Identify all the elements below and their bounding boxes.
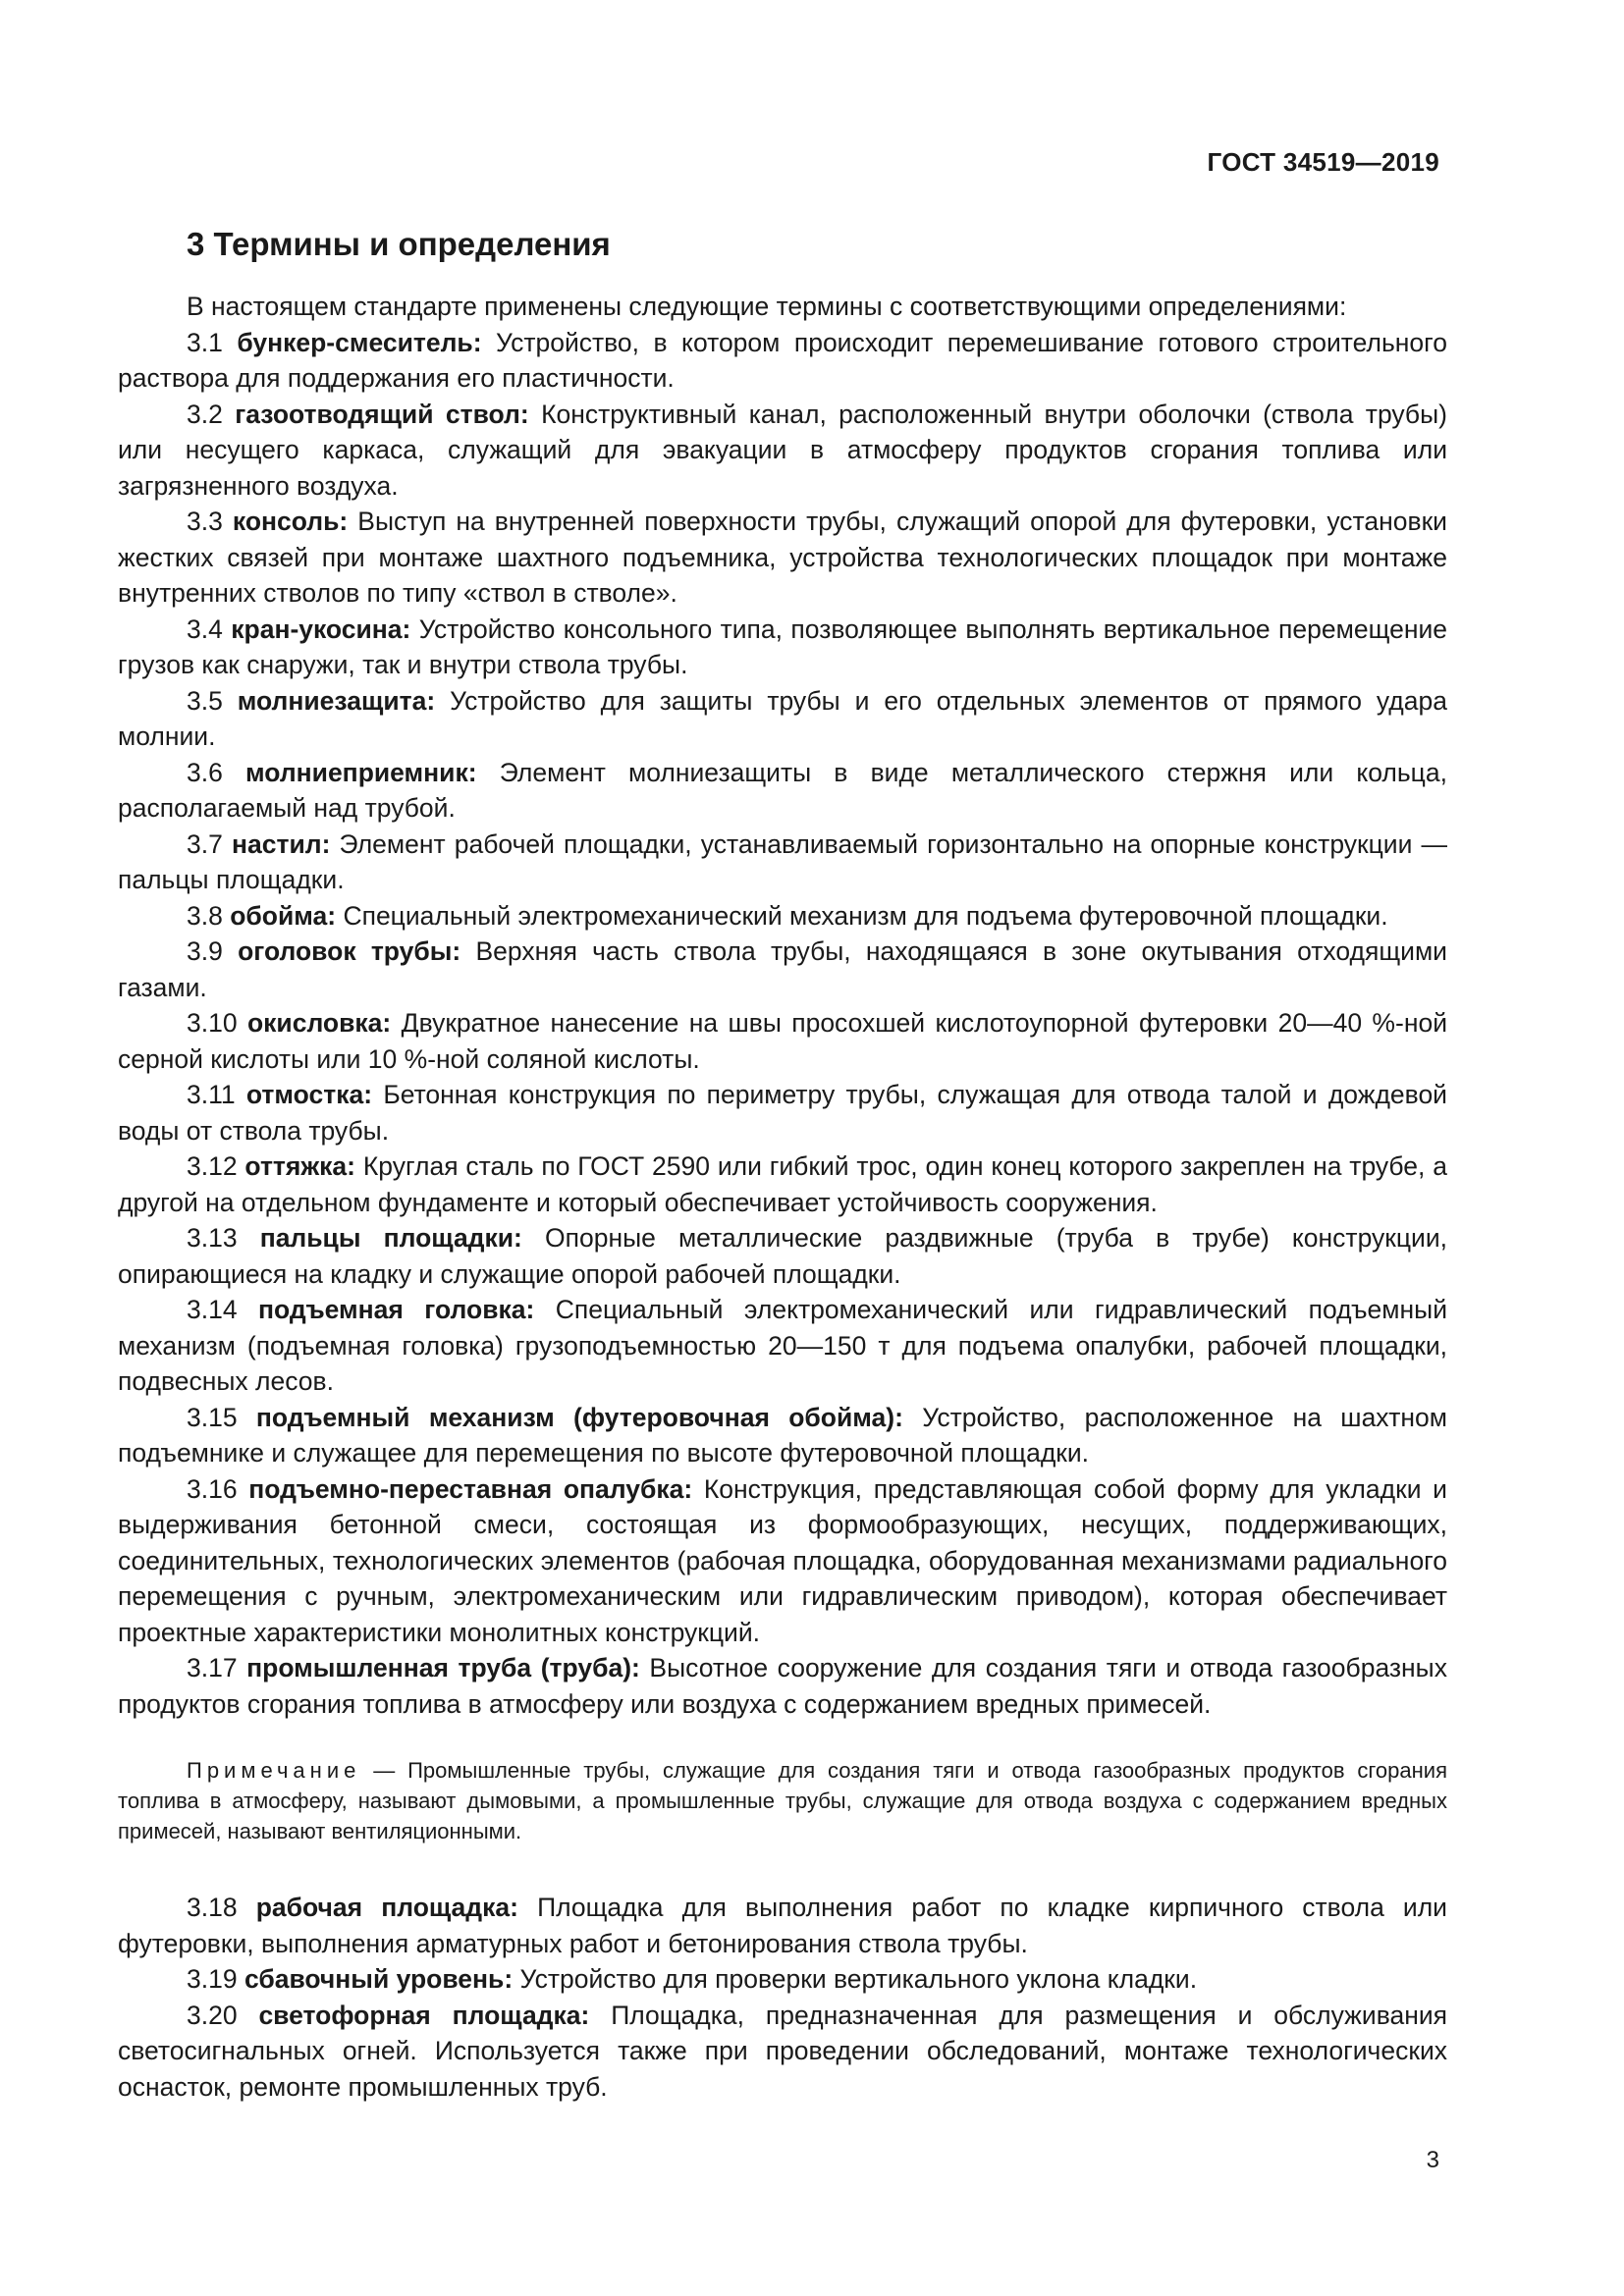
term-definition: Опорные металлические раздвижные (труба в трубе) конструкции, опирающиеся на кладку и служащие опорой рабочей площадки.: [118, 1223, 1447, 1289]
term-number: 3.9: [187, 936, 223, 966]
term-name: подъемная головка:: [258, 1295, 535, 1324]
term-name: бункер-смеситель:: [237, 327, 482, 357]
term-name: светофорная площадка:: [258, 2000, 590, 2030]
term-definition: Конструктивный канал, расположенный внутри оболочки (ствола трубы) или несущего каркаса, служащий для эвакуации в атмосферу продуктов сгорания топлива или загрязненного воздуха.: [118, 399, 1447, 501]
term-definition: Элемент молниезащиты в виде металлического стержня или кольца, располагаемый над трубой.: [118, 757, 1447, 823]
term-definition: Устройство, расположенное на шахтном подъемнике и служащее для перемещения по высоте футеровочной площадки.: [118, 1402, 1447, 1468]
term-number: 3.14: [187, 1295, 238, 1324]
term-name: оттяжка:: [244, 1151, 355, 1181]
document-code: ГОСТ 34519—2019: [1207, 147, 1439, 177]
term-entry: [118, 612, 1447, 683]
term-name: сбавочный уровень:: [244, 1964, 514, 1994]
term-definition: Площадка, предназначенная для размещения и обслуживания светосигнальных огней. Используется также при проведении обследований, монтаже технологических оснасток, ремонте промышленных труб.: [118, 2000, 1447, 2102]
term-entry: [118, 898, 1447, 934]
term-number: 3.18: [187, 1893, 238, 1922]
term-definition: Специальный электромеханический механизм для подъема футеровочной площадки.: [343, 900, 1388, 931]
term-entry: [118, 1220, 1447, 1292]
terms-list-after-note: [118, 1890, 1447, 2105]
term-definition: Устройство, в котором происходит перемешивание готового строительного раствора для поддержания его пластичности.: [118, 327, 1447, 393]
term-number: 3.17: [187, 1653, 238, 1682]
term-definition: Выступ на внутренней поверхности трубы, служащий опорой для футеровки, установки жестких связей при монтаже шахтного подъемника, устройства технологических площадок при монтаже внутренних стволов по типу «ствол в стволе».: [118, 507, 1447, 608]
note-paragraph: [118, 1755, 1447, 1846]
term-definition: Двукратное нанесение на швы просохшей кислотоупорной футеровки 20—40 %-ной серной кислоты или 10 %-ной соляной кислоты.: [118, 1008, 1447, 1074]
term-number: 3.12: [187, 1151, 238, 1181]
term-name: оголовок трубы:: [238, 936, 461, 966]
intro-paragraph: В настоящем стандарте применены следующие термины с соответствующими определениями:: [187, 292, 1347, 321]
term-entry: [118, 397, 1447, 505]
term-number: 3.19: [187, 1964, 238, 1994]
term-entry: [118, 1077, 1447, 1148]
term-definition: Устройство для защиты трубы и его отдельных элементов от прямого удара молнии.: [118, 685, 1447, 751]
term-name: консоль:: [232, 507, 349, 536]
section-title: 3 Термины и определения: [187, 226, 611, 262]
term-definition: Круглая сталь по ГОСТ 2590 или гибкий трос, один конец которого закреплен на трубе, а другой на отдельном фундаменте и который обеспечивает устойчивость сооружения.: [118, 1151, 1447, 1217]
term-entry: [118, 1292, 1447, 1400]
term-entry: [118, 325, 1447, 397]
term-definition: Элемент рабочей площадки, устанавливаемый горизонтально на опорные конструкции — пальцы площадки.: [118, 828, 1448, 894]
term-definition: Высотное сооружение для создания тяги и отвода газообразных продуктов сгорания топлива в атмосферу или воздуха с содержанием вредных примесей.: [118, 1653, 1447, 1719]
term-entry: [118, 755, 1447, 827]
term-number: 3.5: [187, 685, 223, 716]
note-text: — Промышленные трубы, служащие для создания тяги и отвода газообразных продуктов сгорания топлива в атмосферу, называют дымовыми, а промышленные трубы, служащие для отвода воздуха с содержанием вредных примесей, называют вентиляционными.: [118, 1758, 1447, 1843]
term-name: молниеприемник:: [245, 757, 477, 787]
term-name: рабочая площадка:: [255, 1893, 518, 1922]
term-entry: [118, 683, 1447, 755]
term-entry: [118, 1961, 1447, 1998]
term-entry: [118, 1400, 1447, 1471]
note-label: Примечание: [187, 1758, 361, 1783]
term-number: 3.16: [187, 1473, 238, 1504]
term-name: пальцы площадки:: [259, 1223, 522, 1253]
term-entry: [118, 1148, 1447, 1220]
term-definition: Конструкция, представляющая собой форму для укладки и выдерживания бетонной смеси, состоящая из формообразующих, несущих, поддерживающих, соединительных, технологических элементов (рабочая площадка, оборудованная механизмами радиального перемещения с ручным, электромеханическим или гидравлическим приводом), которая обеспечивает проектные характеристики монолитных конструкций.: [118, 1473, 1447, 1647]
term-number: 3.4: [187, 614, 223, 644]
term-name: подъемный механизм (футеровочная обойма):: [255, 1402, 903, 1432]
term-number: 3.1: [187, 327, 223, 357]
term-entry: [118, 1005, 1447, 1077]
term-name: молниезащита:: [237, 685, 436, 716]
term-number: 3.3: [187, 507, 223, 536]
term-definition: Площадка для выполнения работ по кладке кирпичного ствола или футеровки, выполнения арматурных работ и бетонирования ствола трубы.: [118, 1893, 1447, 1958]
term-entry: [118, 934, 1447, 1005]
term-number: 3.13: [187, 1223, 238, 1253]
term-entry: [118, 1998, 1447, 2106]
term-entry: [118, 1650, 1447, 1722]
term-name: окисловка:: [246, 1008, 392, 1038]
terms-list: [118, 325, 1447, 1723]
term-definition: Бетонная конструкция по периметру трубы, служащая для отвода талой и дождевой воды от ствола трубы.: [118, 1080, 1447, 1146]
term-name: отмостка:: [245, 1080, 373, 1109]
term-number: 3.20: [187, 2000, 238, 2030]
term-number: 3.11: [187, 1080, 236, 1109]
term-entry: [118, 1471, 1447, 1651]
term-definition: Устройство консольного типа, позволяющее выполнять вертикальное перемещение грузов как снаружи, так и внутри ствола трубы.: [118, 614, 1447, 679]
term-name: обойма:: [230, 900, 337, 931]
term-definition: Верхняя часть ствола трубы, находящаяся в зоне окутывания отходящими газами.: [118, 936, 1447, 1002]
term-definition: Специальный электромеханический или гидравлический подъемный механизм (подъемная головка) грузоподъемностью 20—150 т для подъема опалубки, рабочей площадки, подвесных лесов.: [118, 1295, 1447, 1396]
document-body: [118, 289, 1447, 2105]
term-name: газоотводящий ствол:: [235, 399, 529, 429]
term-number: 3.7: [187, 828, 223, 859]
term-definition: Устройство для проверки вертикального уклона кладки.: [519, 1964, 1198, 1994]
term-entry: [118, 504, 1447, 612]
term-number: 3.10: [187, 1008, 238, 1038]
term-entry: [118, 1890, 1447, 1961]
term-entry: [118, 827, 1447, 898]
term-name: кран-укосина:: [231, 614, 411, 644]
term-number: 3.2: [187, 399, 223, 429]
term-number: 3.15: [187, 1402, 238, 1432]
page-number: 3: [1426, 2147, 1439, 2173]
term-name: промышленная труба (труба):: [246, 1653, 640, 1682]
term-number: 3.8: [187, 900, 223, 931]
term-number: 3.6: [187, 757, 223, 787]
term-name: подъемно-переставная опалубка:: [248, 1473, 693, 1504]
term-name: настил:: [231, 828, 331, 859]
